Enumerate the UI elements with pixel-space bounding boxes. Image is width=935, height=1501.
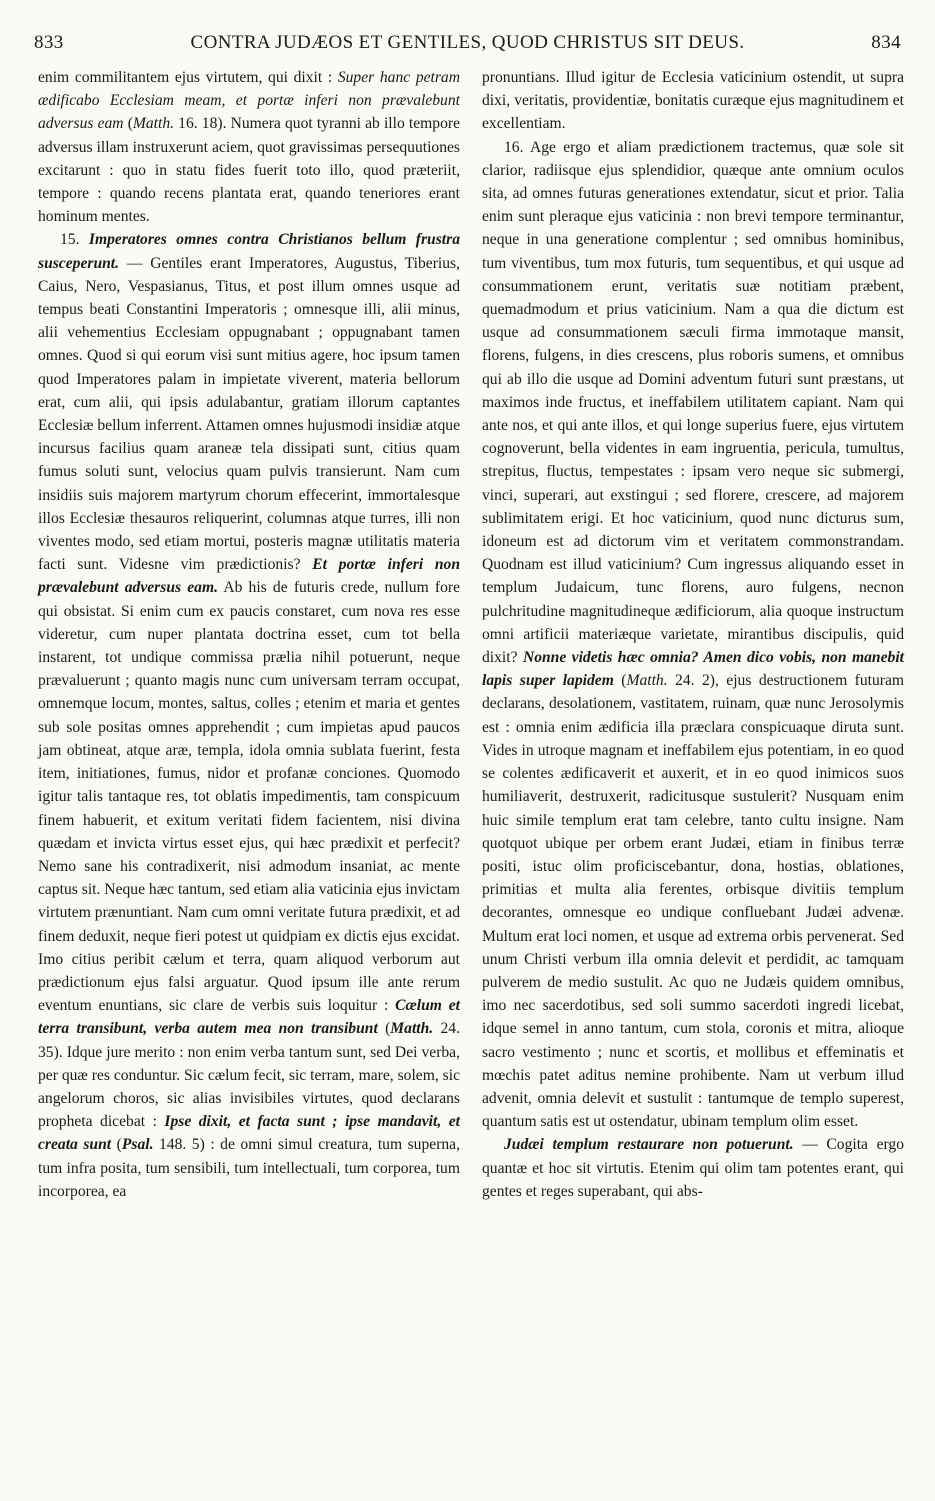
text-run: 16. 18). Numera quot tyranni ab illo tempore adversus illam instruxerunt aciem, quot gravissimas persequutiones excitarunt : quo in statu fides fuerit toto illo, quod præteriit, tempore : quando recens plantata erat, quando teneriores erant hominum mentes. bbox=[38, 115, 460, 226]
paragraph bbox=[38, 228, 460, 1203]
page-number-left: 833 bbox=[34, 32, 64, 53]
running-header bbox=[30, 32, 905, 62]
emphasized-text: Nonne videtis hæc omnia? Amen dico vobis, non manebit lapis super lapidem bbox=[482, 649, 904, 690]
text-run: 148. 5) : de omni simul creatura, tum superna, tum infra posita, tum sensibili, tum intellectuali, tum corporea, tum incorporea, ea bbox=[38, 1136, 460, 1200]
text-run: — Cogita ergo quantæ et hoc sit virtutis. Etenim qui olim tam potentes erant, qui gentes et reges superabant, qui abs- bbox=[482, 1136, 904, 1200]
paragraph bbox=[482, 1133, 904, 1203]
text-run: pronuntians. Illud igitur de Ecclesia vaticinium ostendit, ut supra dixi, veritatis, providentiæ, bonitatis curæque ejus magnitudinem et excellentiam. bbox=[482, 69, 904, 133]
text-run: 24. 35). Idque jure merito : non enim verba tantum sunt, sed Dei verba, per quæ res conduntur. Sic cælum fecit, sic terram, mare, solem, sic angelorum choros, sic alias invisibiles virtutes, quod declarans propheta dicebat : bbox=[38, 1020, 461, 1131]
paragraph bbox=[482, 136, 904, 1134]
text-run: 15. bbox=[60, 231, 89, 249]
text-run: ( bbox=[613, 672, 627, 690]
page-number-right: 834 bbox=[871, 32, 901, 53]
left-column bbox=[38, 66, 460, 1203]
emphasized-text: Matth. bbox=[132, 115, 175, 133]
paragraph bbox=[482, 66, 904, 136]
text-run: 16. Age ergo et aliam prædictionem tractemus, quæ sole sit clarior, radiisque ejus splendidior, quæque ante omnium oculos sita, ad omnes futuras generationes extendatur, sicut et prior. Talia enim sunt pleraque ejus vaticinia : non brevi tempore terminantur, neque in una generatione complentur ; sed omnibus hominibus, tum viventibus, tum mox futuris, tum sequentibus, et qui usque ad consummationem erunt, veritatis suæ notitiam præbent, quemadmodum et prius vaticinium. Nam a qua die dictum est usque ad consummationem sæculi firma immotaque mansit, florens, fulgens, in dies crescens, plus roboris sumens, et omnibus qui ab illo die usque ad Domini adventum futuri sunt præstans, ut maximos inde fructus, et ineffabilem utilitatem capiant. Nam qui ante nos, et qui ante illos, et qui longe superius fuere, ejus virtutem cognoverunt, bella videntes in eam ingruentia, pericula, tumultus, strepitus, fluctus, tempestates : ipsam vero neque sic submergi, vinci, superari, aut exstingui ; sed florere, crescere, ad majorem sublimitatem erigi. Et hoc vaticinium, quod nunc dicturus sum, idoneum est ad dictorum vim et veritatem commonstrandam. Quodnam est illud vaticinium? Cum ingressus aliquando esset in templum Judaicum, tunc florens, auro fulgens, necnon pulchritudine magnitudineque ædificiorum, alia quoque instructum omni artificii materiæque varietate, mirantibus discipulis, quid dixit? bbox=[482, 138, 904, 667]
emphasized-text: Ipse dixit, et facta sunt ; ipse mandavit, et creata sunt bbox=[38, 1113, 460, 1154]
emphasized-text: Super hanc petram ædificabo Ecclesiam meam, et portæ inferi non prævalebunt adversus eam bbox=[38, 69, 460, 133]
text-run: 24. 2), ejus destructionem futuram declarans, desolationem, vastitatem, ruinam, quæ nunc Jerosolymis est : omnia enim ædificia illa præclara conspicuaque diruta sunt. Vides in utroque magnam et ineffabilem ejus potentiam, in eo quod se colentes ædificaverit et auxerit, et in eo quod inimicos suos humiliaverit, destruxerit, radicitusque sustulerit? Nusquam enim huic simile templum erat tam celebre, tanto cultu insigne. Nam quotquot ubique per orbem erant Judæi, etiam in finibus terræ positi, istuc olim proficiscebantur, dona, hostias, oblationes, primitias et multa alia ferentes, orbisque divitiis templum decorantes, omnesque eo undique confluebant Judæi advenæ. Multum erat loci nomen, et usque ad extrema orbis pervenerat. Sed unum Christi verbum illa omnia delevit et perdidit, ac tamquam pulverem de medio sustulit. Ac quo ne Judæis quidem omnibus, imo nec sacerdotibus, sed soli summo sacerdoti ingredi licebat, idque semel in anno tantum, cum stola, coronis et mitra, alioque sacro vestimento ; nunc et scortis, et mollibus et effeminatis et mœchis patet aditus nemine prohibente. Nam ut verbum illud advenit, omnia delevit et sustulit : tantumque de templo superest, quantum satis est ut ostendatur, ubinam templum olim esset. bbox=[482, 672, 904, 1131]
emphasized-text: Imperatores omnes contra Christianos bellum frustra susceperunt. bbox=[38, 231, 460, 272]
emphasized-text: Matth. bbox=[626, 672, 668, 690]
right-column bbox=[482, 66, 904, 1203]
emphasized-text: Et portæ inferi non prævalebunt adversus eam. bbox=[38, 556, 460, 597]
running-title: CONTRA JUDÆOS ET GENTILES, QUOD CHRISTUS SIT DEUS. bbox=[190, 32, 745, 53]
emphasized-text: Psal. bbox=[121, 1136, 154, 1154]
emphasized-text: Matth. bbox=[390, 1020, 434, 1038]
text-run: — Gentiles erant Imperatores, Augustus, Tiberius, Caius, Nero, Vespasianus, Titus, et post illum omnes usque ad tempus beati Constantini Imperatoris ; omnesque illi, alii minus, alii vehementius Ecclesiam oppugnabant ; oppugnabant tamen omnes. Quod si qui eorum visi sunt mitius agere, hoc ipsum tamen quod Imperatores palam in impietate viverent, materia bellorum erat, cum alii, qui ipsis adulabantur, gratiam illorum captantes Ecclesiæ bellum inferrent. Attamen omnes hujusmodi insidiæ atque incursus facilius quam araneæ tela dissipati sunt, citius quam fumus soluti sunt, velocius quam pulvis transierunt. Nam cum insidiis suis majorem martyrum chorum effecerint, immortalesque illos Ecclesiæ thesauros reliquerint, columnas atque turres, illi non viventes modo, sed etiam mortui, posteris magnæ utilitatis materia facti sunt. Videsne vim prædictionis? bbox=[38, 254, 460, 574]
emphasized-text: Cælum et terra transibunt, verba autem mea non transibunt bbox=[38, 997, 461, 1038]
text-run: ( bbox=[123, 115, 133, 133]
text-run: enim commilitantem ejus virtutem, qui dixit : bbox=[38, 69, 338, 86]
text-run: Ab his de futuris crede, nullum fore qui obsistat. Si enim cum ex paucis constaret, cum nova res esse videretur, cum nuper plantata doctrina esset, cum tot bella instarent, tot undique commissa prælia nihil potuerunt, neque prævaluerunt ; quanto magis nunc cum universam terram occupat, omnemque locum, montes, saltus, colles ; etenim et maria et gentes sub sole positas omnes apprehendit ; cum impietas apud paucos jam obtineat, atque aræ, templa, idola omnia sublata fuerint, festa item, initiationes, fumus, nidor et profanæ conciones. Quomodo igitur talis tantaque res, tot oblatis impedimentis, tam conspicuum finem habuerit, et exitum veritati fidem facientem, nisi divina quædam et invicta virtus esset ejus, qui hæc prædixit et perfecit? Nemo sane his contradixerit, nisi admodum insaniat, ac mente captus sit. Neque hæc tantum, sed etiam alia vaticinia ejus invictam virtutem prænuntiant. Nam cum omni veritate futura prædixit, et ad finem deduxit, neque fieri potest ut quidpiam ex dictis ejus excidat. Imo citius peribit cælum et terra, quam aliquod verborum aut prædictionum ejus falsi arguatur. Quod ipsum ille ante rerum eventum enuntians, sic clare de verbis suis loquitur : bbox=[38, 579, 461, 1015]
paragraph bbox=[38, 66, 460, 228]
text-run: ( bbox=[111, 1136, 122, 1154]
text-run: ( bbox=[377, 1020, 391, 1038]
emphasized-text: Judæi templum restaurare non potuerunt. bbox=[504, 1136, 794, 1154]
